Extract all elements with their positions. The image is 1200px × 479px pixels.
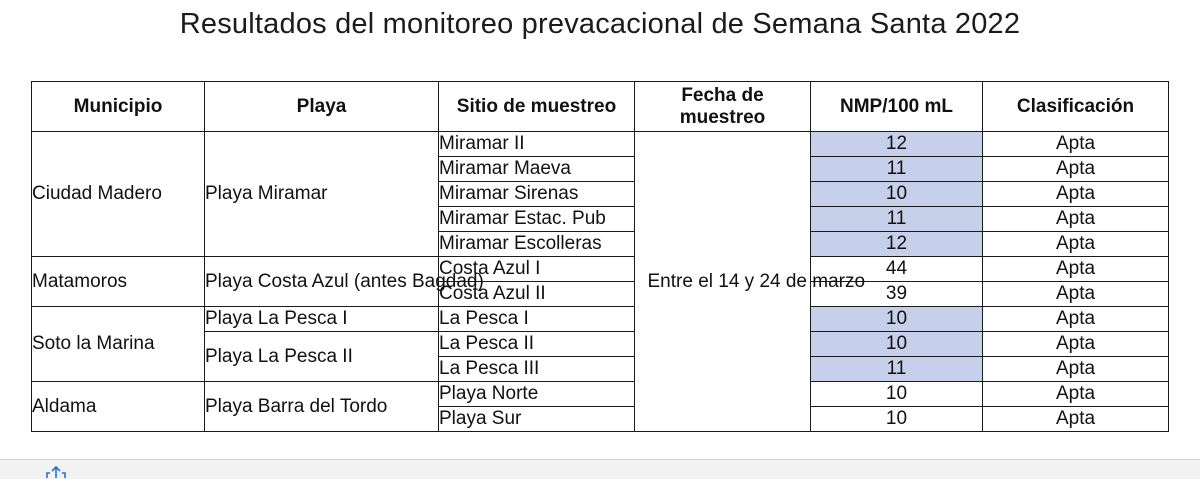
clasificacion-cell: Apta — [983, 407, 1169, 432]
header-clasificacion: Clasificación — [983, 82, 1169, 132]
page-title: Resultados del monitoreo prevacacional de Semana Santa 2022 — [179, 8, 1021, 40]
sitio-cell: Miramar Estac. Pub — [439, 207, 635, 232]
header-fecha-text: Fecha de muestreo — [679, 84, 766, 128]
playa-text: Playa Costa Azul (antes Bagdad) — [205, 270, 484, 292]
playa-cell: Playa La Pesca II — [205, 332, 439, 382]
table-row — [32, 307, 1169, 332]
header-fecha — [635, 82, 811, 132]
sitio-cell: La Pesca II — [439, 332, 635, 357]
bottom-toolbar — [0, 459, 1200, 479]
nmp-cell: 39 — [811, 282, 983, 307]
sitio-cell: La Pesca III — [439, 357, 635, 382]
sitio-cell: Miramar II — [439, 132, 635, 157]
nmp-cell: 11 — [811, 157, 983, 182]
clasificacion-cell: Apta — [983, 132, 1169, 157]
clasificacion-cell: Apta — [983, 307, 1169, 332]
playa-cell: Playa Barra del Tordo — [205, 382, 439, 432]
header-municipio: Municipio — [32, 82, 205, 132]
clasificacion-cell: Apta — [983, 332, 1169, 357]
fecha-cell — [635, 132, 866, 432]
results-table — [31, 81, 1169, 432]
table-row — [32, 257, 1169, 282]
clasificacion-cell: Apta — [983, 357, 1169, 382]
nmp-cell: 12 — [811, 132, 983, 157]
nmp-cell: 44 — [811, 257, 983, 282]
clasificacion-cell: Apta — [983, 157, 1169, 182]
nmp-cell: 10 — [811, 182, 983, 207]
clasificacion-cell: Apta — [983, 232, 1169, 257]
header-nmp: NMP/100 mL — [811, 82, 983, 132]
municipio-cell: Soto la Marina — [32, 307, 205, 382]
sitio-cell: Miramar Sirenas — [439, 182, 635, 207]
clasificacion-cell: Apta — [983, 257, 1169, 282]
clasificacion-cell: Apta — [983, 382, 1169, 407]
clasificacion-cell: Apta — [983, 182, 1169, 207]
table-row — [32, 132, 1169, 157]
municipio-cell: Aldama — [32, 382, 205, 432]
nmp-cell: 10 — [811, 307, 983, 332]
nmp-cell: 10 — [811, 332, 983, 357]
sitio-cell: Miramar Escolleras — [439, 232, 635, 257]
table-header-row — [32, 82, 1169, 132]
sitio-cell: Costa Azul I — [439, 257, 635, 282]
sitio-cell: Miramar Maeva — [439, 157, 635, 182]
clasificacion-cell: Apta — [983, 207, 1169, 232]
playa-cell: Playa Miramar — [205, 132, 439, 257]
playa-cell: Playa La Pesca I — [205, 307, 439, 332]
nmp-cell: 11 — [811, 207, 983, 232]
playa-cell — [205, 257, 484, 307]
nmp-cell: 10 — [811, 407, 983, 432]
table-row — [32, 382, 1169, 407]
header-sitio: Sitio de muestreo — [439, 82, 635, 132]
sitio-cell: Playa Sur — [439, 407, 635, 432]
sitio-cell: La Pesca I — [439, 307, 635, 332]
nmp-cell: 11 — [811, 357, 983, 382]
fecha-text: Entre el 14 y 24 de marzo — [647, 270, 866, 292]
sitio-cell: Costa Azul II — [439, 282, 635, 307]
clasificacion-cell: Apta — [983, 282, 1169, 307]
nmp-cell: 12 — [811, 232, 983, 257]
share-icon[interactable] — [46, 466, 66, 478]
nmp-cell: 10 — [811, 382, 983, 407]
header-playa: Playa — [205, 82, 439, 132]
municipio-cell: Ciudad Madero — [32, 132, 205, 257]
municipio-cell: Matamoros — [32, 257, 205, 307]
sitio-cell: Playa Norte — [439, 382, 635, 407]
